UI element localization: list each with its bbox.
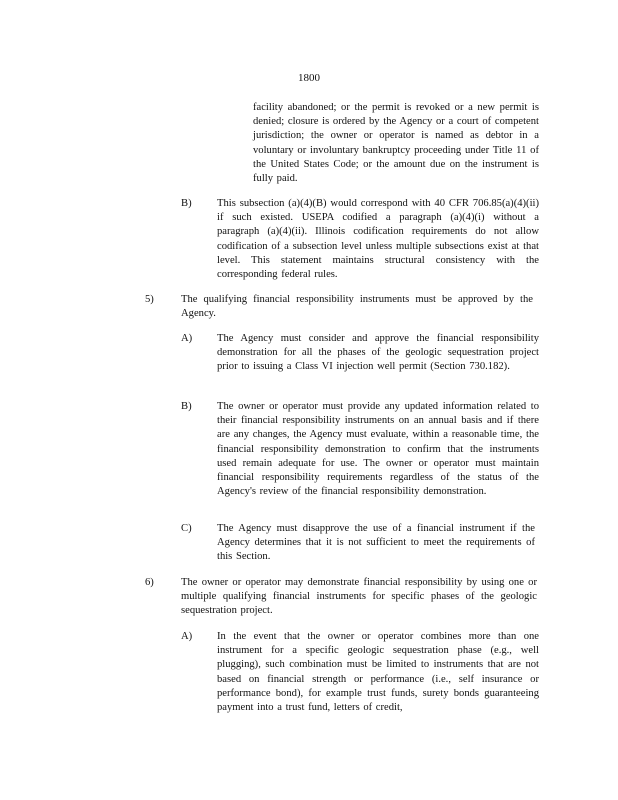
item-6a-paragraph: In the event that the owner or operator combines more than one instrument for a specific geologic sequestration phase (e.g., well plugging), such combination must be limited to instruments that are not based on financial strength or performance (i.e., self insurance or performance bond), for example trust funds, surety bonds guaranteeing payment into a trust fund, letters of credit, bbox=[217, 631, 539, 714]
item-5-label: 5) bbox=[145, 294, 154, 305]
continuation-paragraph: facility abandoned; or the permit is revoked or a new permit is denied; closure is ordered by the Agency or a court of competent jurisdiction; the owner or operator is named as debtor in a voluntary or involuntary bankruptcy proceeding under Title 11 of the United States Code; or the amount due on the instrument is fully paid. bbox=[253, 102, 539, 185]
item-5a-paragraph: The Agency must consider and approve the financial responsibility demonstration for all the phases of the geologic sequestration project prior to issuing a Class VI injection well permit (Section 730.182). bbox=[217, 333, 539, 373]
item-5-paragraph: The qualifying financial responsibility instruments must be approved by the Agency. bbox=[181, 294, 533, 320]
item-6-paragraph: The owner or operator may demonstrate financial responsibility by using one or multiple qualifying financial instruments for specific phases of the geologic sequestration project. bbox=[181, 577, 537, 617]
item-5a-label: A) bbox=[181, 333, 193, 344]
item-b-note-paragraph: This subsection (a)(4)(B) would correspond with 40 CFR 706.85(a)(4)(ii) if such existed. USEPA codified a paragraph (a)(4)(i) without a paragraph (a)(4)(ii). Illinois codification requirements do not allow codification of a subsection level unless multiple subsections exist at that level. This statement maintains structural consistency with the corresponding federal rules. bbox=[217, 198, 539, 281]
page-number: 1800 bbox=[298, 72, 320, 84]
item-6-label: 6) bbox=[145, 577, 154, 588]
item-5b-label: B) bbox=[181, 401, 192, 412]
item-5c-paragraph: The Agency must disapprove the use of a financial instrument if the Agency determines that it is not sufficient to meet the requirements of this Section. bbox=[217, 523, 535, 563]
item-5c-label: C) bbox=[181, 523, 192, 534]
item-6a-label: A) bbox=[181, 631, 193, 642]
item-5b-paragraph: The owner or operator must provide any updated information related to their financial responsibility instruments on an annual basis and if there are any changes, the Agency must evaluate, within a reasonable time, the financial responsibility demonstration to confirm that the instruments used remain adequate for use. The owner or operator must maintain financial responsibility requirements regardless of the status of the Agency's review of the financial responsibility demonstration. bbox=[217, 401, 539, 498]
item-b-note-label: B) bbox=[181, 198, 192, 209]
